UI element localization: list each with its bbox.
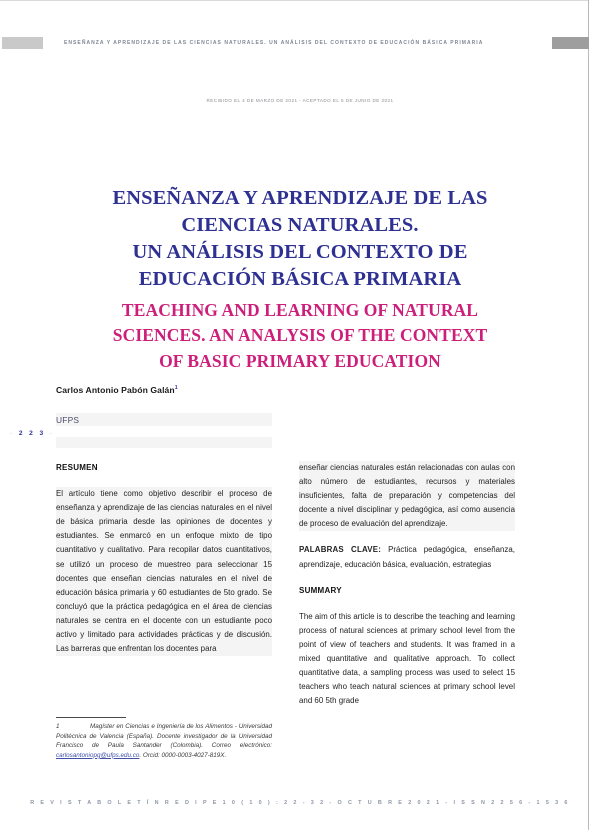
page-footer: R E V I S T A B O L E T Í N R E D I P E 1 0 ( 1 0 ) : 2 2 - 3 2 - O C T U B R E 2 0 2 1 - I S S N 2 2 5 6 - 1 5 3 6 <box>30 800 570 806</box>
folio-number: 2 2 3 <box>18 430 46 437</box>
abstract-spanish-part2: enseñar ciencias naturales están relacionadas con aulas con alto número de estudiantes, recursos y materiales insuficientes, falta de preparación y competencias del docente a nivel disciplinar y pedagógica, así como ausencia de proceso de evaluación del aprendizaje. <box>299 461 515 531</box>
footnote-email-link[interactable]: carlosantoniopg@ufps.edu.co <box>56 751 140 759</box>
abstract-spanish-part1: El artículo tiene como objetivo describir el proceso de enseñanza y aprendizaje de las ciencias naturales en el nivel de básica primaria desde las opiniones de docentes y estudiantes. Se enmarcó en un enfoque mixto de tipo cuantitativo y cualitativo. Para recopilar datos cuantitativos, se utilizó un proceso de muestreo para seleccionar 15 docentes que enseñan ciencias naturales en el nivel de educación básica primaria y 60 estudiantes de 5to grado. Se concluyó que la práctica pedagógica en el área de ciencias naturales se centra en el docente con un estudiante poco activo y limitado para actividades prácticas y de discusión. Las barreras que enfrentan los docentes para <box>56 487 272 656</box>
section-heading-resumen: RESUMEN <box>56 463 98 472</box>
page-right-rule <box>588 0 589 830</box>
footnote-text-before-email: Magíster en Ciencias e Ingeniería de los Alimentos - Universidad Politécnica de Valencia (España). Docente investigador de la Universidad Francisco de Paula Santander (Colombia). Correo electrónico: <box>56 723 272 750</box>
footnote-text-after-email: . Orcid: 0000-0003-4027-819X. <box>139 751 227 759</box>
page-folio-number <box>10 430 54 437</box>
affiliation-highlight-band <box>56 413 272 426</box>
column-left <box>56 461 272 668</box>
title-english-line-3: OF BASIC PRIMARY EDUCATION <box>159 350 441 371</box>
title-english-line-1: TEACHING AND LEARNING OF NATURAL <box>121 299 479 320</box>
running-head-swatch-right <box>552 37 589 49</box>
footnote-author-bio <box>56 722 272 760</box>
abstract-english: The aim of this article is to describe the teaching and learning process of natural sciences at primary school level from the point of view of teachers and students. It was framed in a mixed quantitative and qualitative approach. To collect quantitative data, a sampling process was used to select 15 teachers who teach natural sciences at primary school level and 60 5th grade <box>299 611 515 706</box>
folio-dot-right: · <box>49 430 55 437</box>
author-affiliation: UFPS <box>56 415 80 425</box>
blank-highlight-band <box>56 437 272 448</box>
keywords-spanish <box>299 543 515 571</box>
keywords-spanish-label: PALABRAS CLAVE: <box>299 545 382 555</box>
author-footnote-marker: 1 <box>174 385 178 392</box>
column-right <box>299 461 515 720</box>
running-head-text: ENSEÑANZA Y APRENDIZAJE DE LAS CIENCIAS NATURALES. UN ANÁLISIS DEL CONTEXTO DE EDUCACIÓN BÁSICA PRIMARIA <box>64 40 484 46</box>
title-spanish-line-2: CIENCIAS NATURALES. <box>181 213 419 236</box>
running-head-swatch-left <box>2 37 43 49</box>
title-spanish-line-4: EDUCACIÓN BÁSICA PRIMARIA <box>138 267 462 290</box>
received-accepted-dates: RECIBIDO EL 4 DE MARZO DE 2021 - ACEPTADO EL 5 DE JUNIO DE 2021 <box>206 98 394 103</box>
footnote-rule <box>56 717 126 718</box>
title-english-line-2: SCIENCES. AN ANALYSIS OF THE CONTEXT <box>112 325 488 346</box>
page-top-rule <box>0 0 589 1</box>
page-title-english <box>58 298 542 375</box>
page-title-spanish <box>58 185 542 293</box>
author-name <box>56 385 178 395</box>
running-head <box>0 36 600 50</box>
author-name-text: Carlos Antonio Pabón Galán <box>56 385 175 395</box>
footnote-number: 1 <box>56 723 60 730</box>
keywords-spanish-values: Práctica pedagógica, enseñanza, aprendizaje, educación básica, evaluación, estrategias <box>299 545 516 569</box>
title-spanish-line-3: UN ANÁLISIS DEL CONTEXTO DE <box>132 240 468 263</box>
section-heading-summary: SUMMARY <box>299 585 342 595</box>
title-spanish-line-1: ENSEÑANZA Y APRENDIZAJE DE LAS <box>112 186 488 209</box>
folio-dot-left: · <box>10 430 15 437</box>
